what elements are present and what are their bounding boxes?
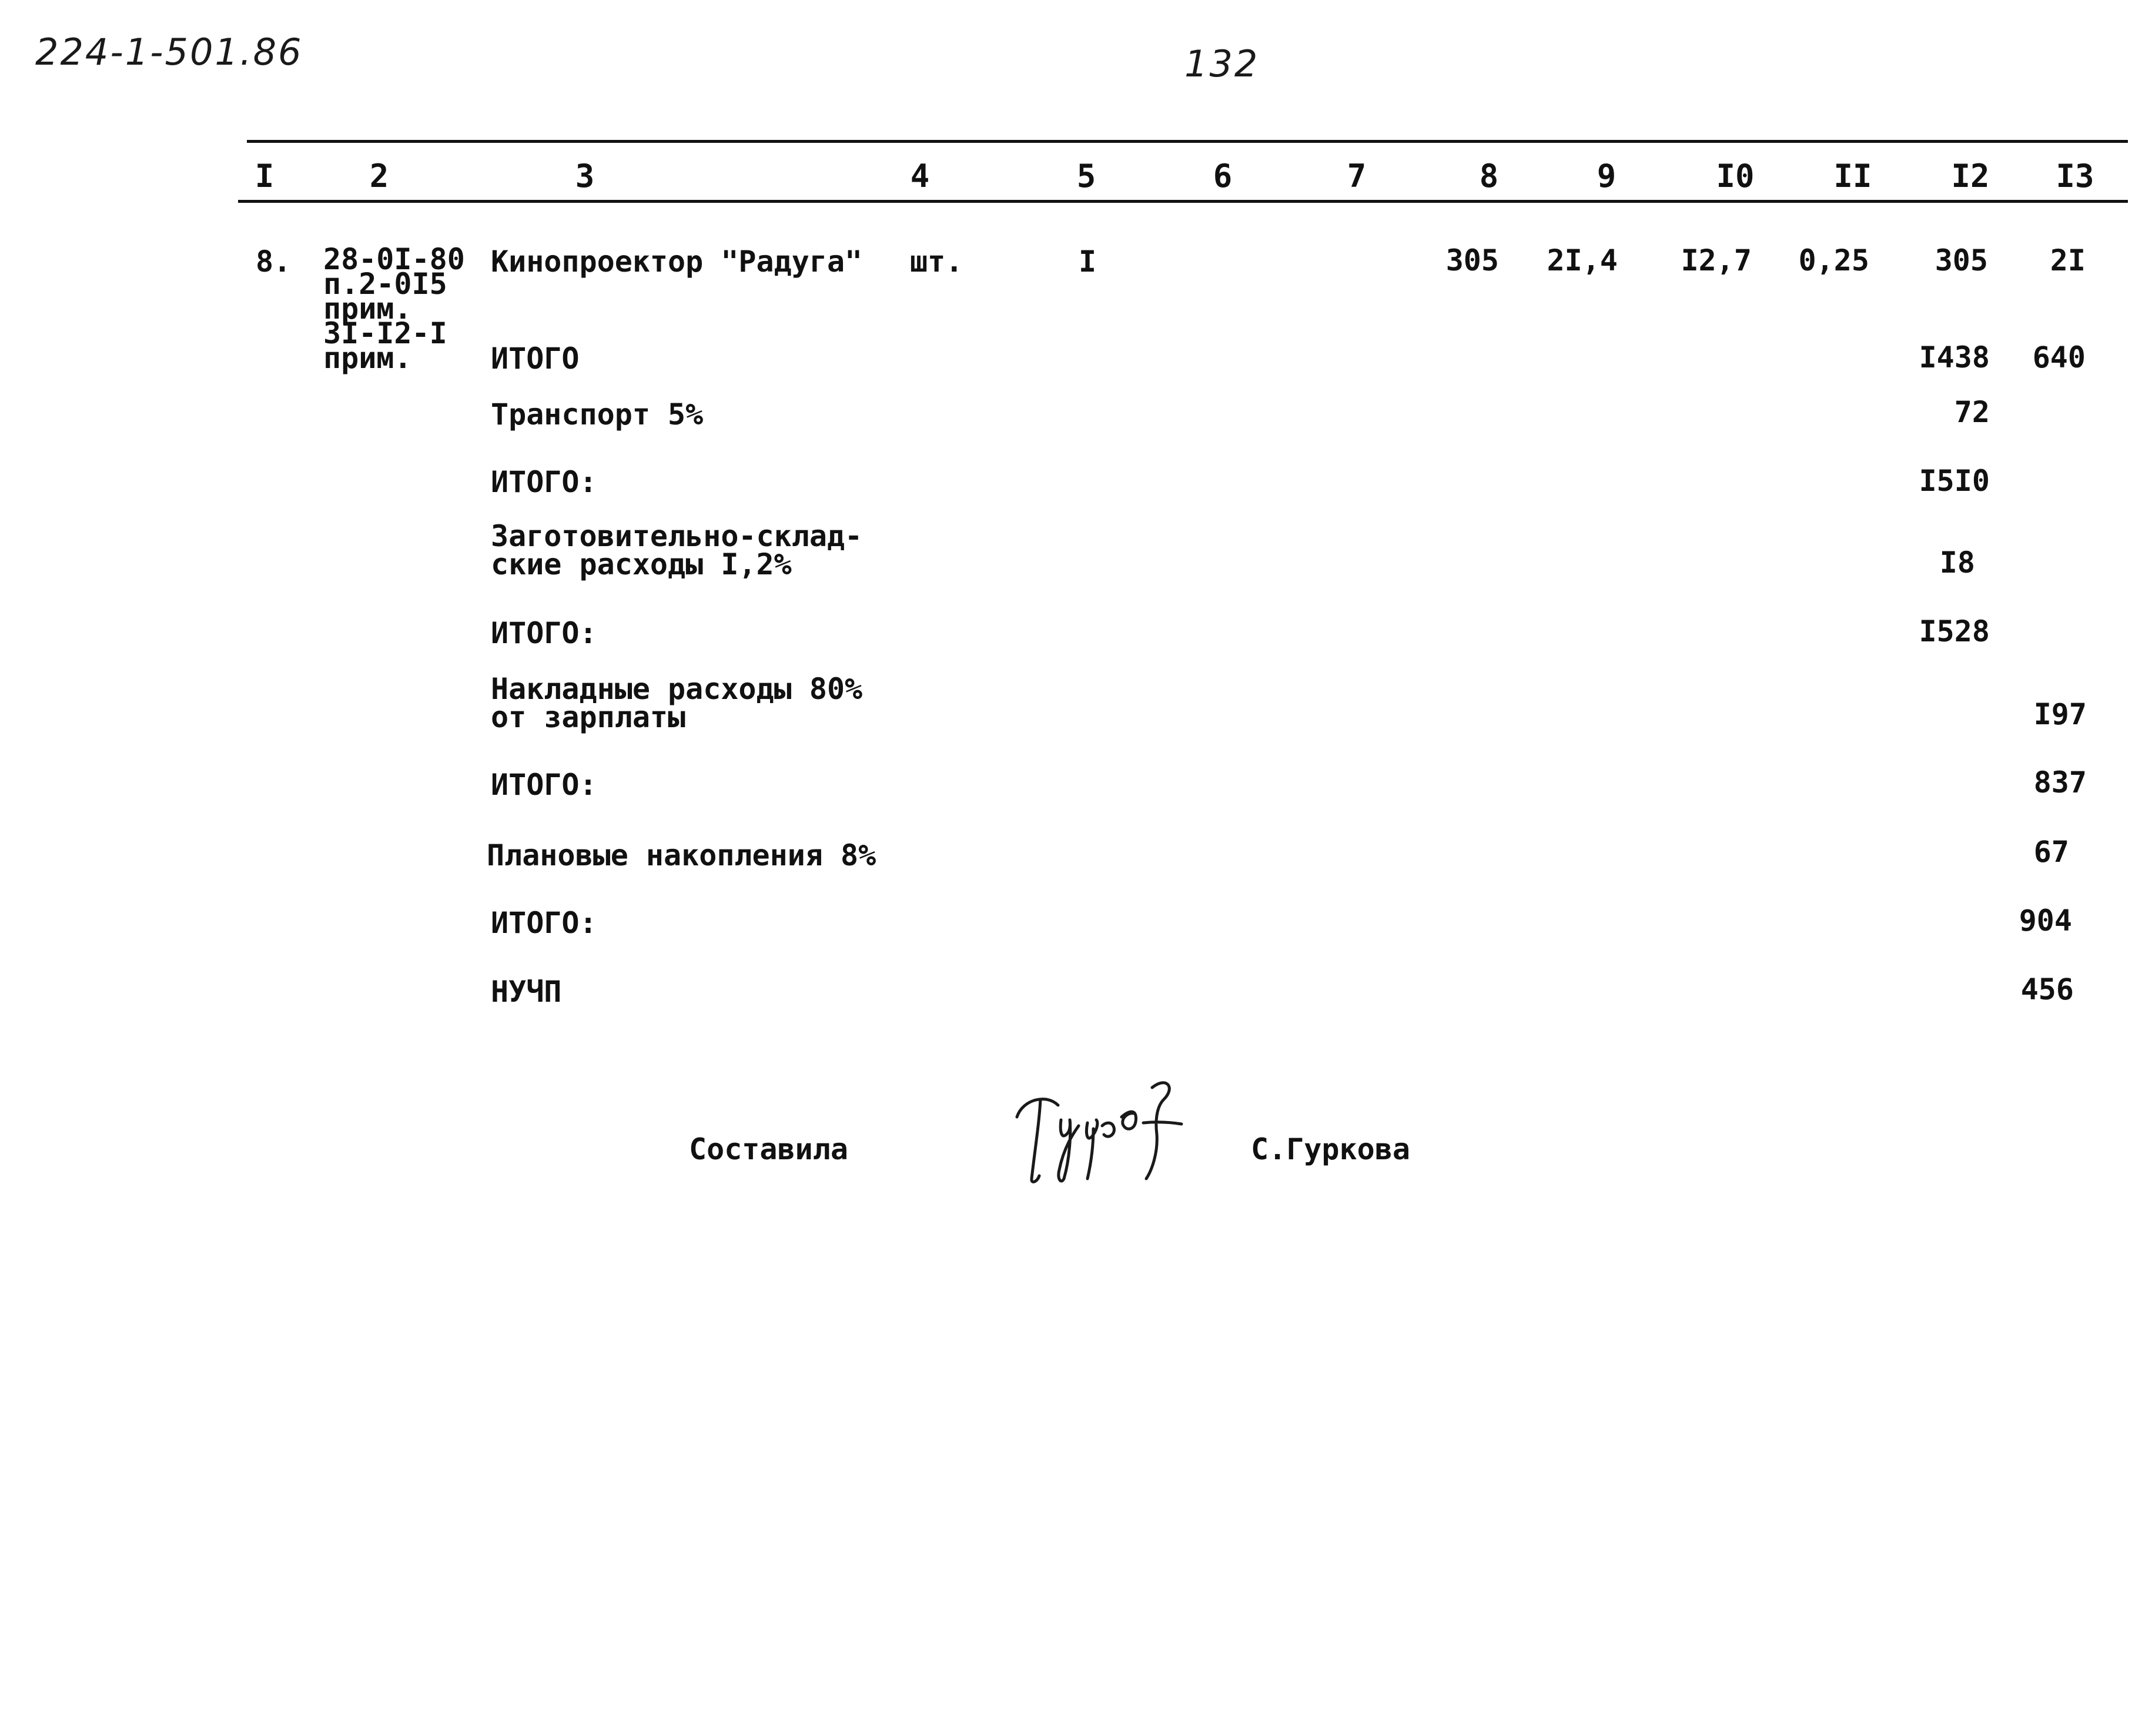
compiled-by-label: Составила	[689, 1132, 848, 1166]
column-header-12: I2	[1951, 158, 1990, 195]
column-header-2: 2	[369, 158, 389, 195]
signature-image	[1005, 1076, 1199, 1193]
item-unit: шт.	[910, 245, 963, 279]
summary-label-itogo: ИТОГО:	[491, 616, 597, 650]
summary-col13: 904	[2019, 904, 2072, 938]
table-header-rule	[238, 200, 2128, 203]
page-number: 132	[1184, 42, 1260, 85]
item-col11: 0,25	[1798, 243, 1869, 277]
column-header-5: 5	[1076, 158, 1096, 195]
summary-col13: 67	[2033, 835, 2069, 869]
summary-label-itogo: ИТОГО	[491, 342, 580, 376]
item-col10: I2,7	[1681, 243, 1752, 277]
summary-col13: 837	[2033, 765, 2087, 800]
column-header-7: 7	[1347, 158, 1367, 195]
summary-label-transport: Транспорт 5%	[491, 397, 704, 432]
column-header-9: 9	[1597, 158, 1616, 195]
column-header-13: I3	[2056, 158, 2094, 195]
item-name: Кинопроектор "Радуга"	[491, 245, 863, 279]
column-header-8: 8	[1479, 158, 1499, 195]
column-header-4: 4	[910, 158, 930, 195]
item-col13: 2I	[2050, 243, 2086, 277]
table-top-rule	[247, 140, 2128, 143]
summary-label-planned-savings: Плановые накопления 8%	[487, 838, 876, 872]
summary-col12: I5I0	[1919, 464, 1990, 498]
summary-label-itogo: ИТОГО:	[491, 465, 597, 499]
summary-label-itogo: ИТОГО:	[491, 906, 597, 940]
item-number: 8.	[256, 245, 292, 279]
summary-label-overhead: Накладные расходы 80% от зарплаты	[491, 672, 863, 734]
item-reference: 28-0I-80 п.2-0I5 прим. 3I-I2-I прим.	[323, 242, 465, 375]
summary-col12: I528	[1919, 614, 1990, 648]
summary-label-itogo: ИТОГО:	[491, 768, 597, 802]
column-header-11: II	[1833, 158, 1872, 195]
item-col8: 305	[1445, 243, 1499, 277]
column-header-3: 3	[575, 158, 595, 195]
column-header-10: I0	[1716, 158, 1755, 195]
item-col12: 305	[1935, 243, 1988, 277]
compiler-name: С.Гуркова	[1251, 1132, 1410, 1166]
document-code: 224-1-501.86	[35, 31, 303, 73]
summary-col12: I8	[1939, 546, 1975, 580]
item-quantity: I	[1079, 245, 1097, 279]
summary-col12: 72	[1954, 395, 1990, 429]
summary-col13: 456	[2020, 972, 2074, 1006]
item-col9: 2I,4	[1547, 243, 1618, 277]
summary-label-nuchp: НУЧП	[491, 975, 562, 1009]
column-header-1: I	[255, 158, 275, 195]
summary-col13: 640	[2032, 340, 2086, 374]
summary-col13: I97	[2033, 697, 2087, 731]
column-header-6: 6	[1213, 158, 1233, 195]
summary-col12: I438	[1919, 340, 1990, 374]
summary-label-warehouse: Заготовительно-склад- ские расходы I,2%	[491, 519, 863, 581]
